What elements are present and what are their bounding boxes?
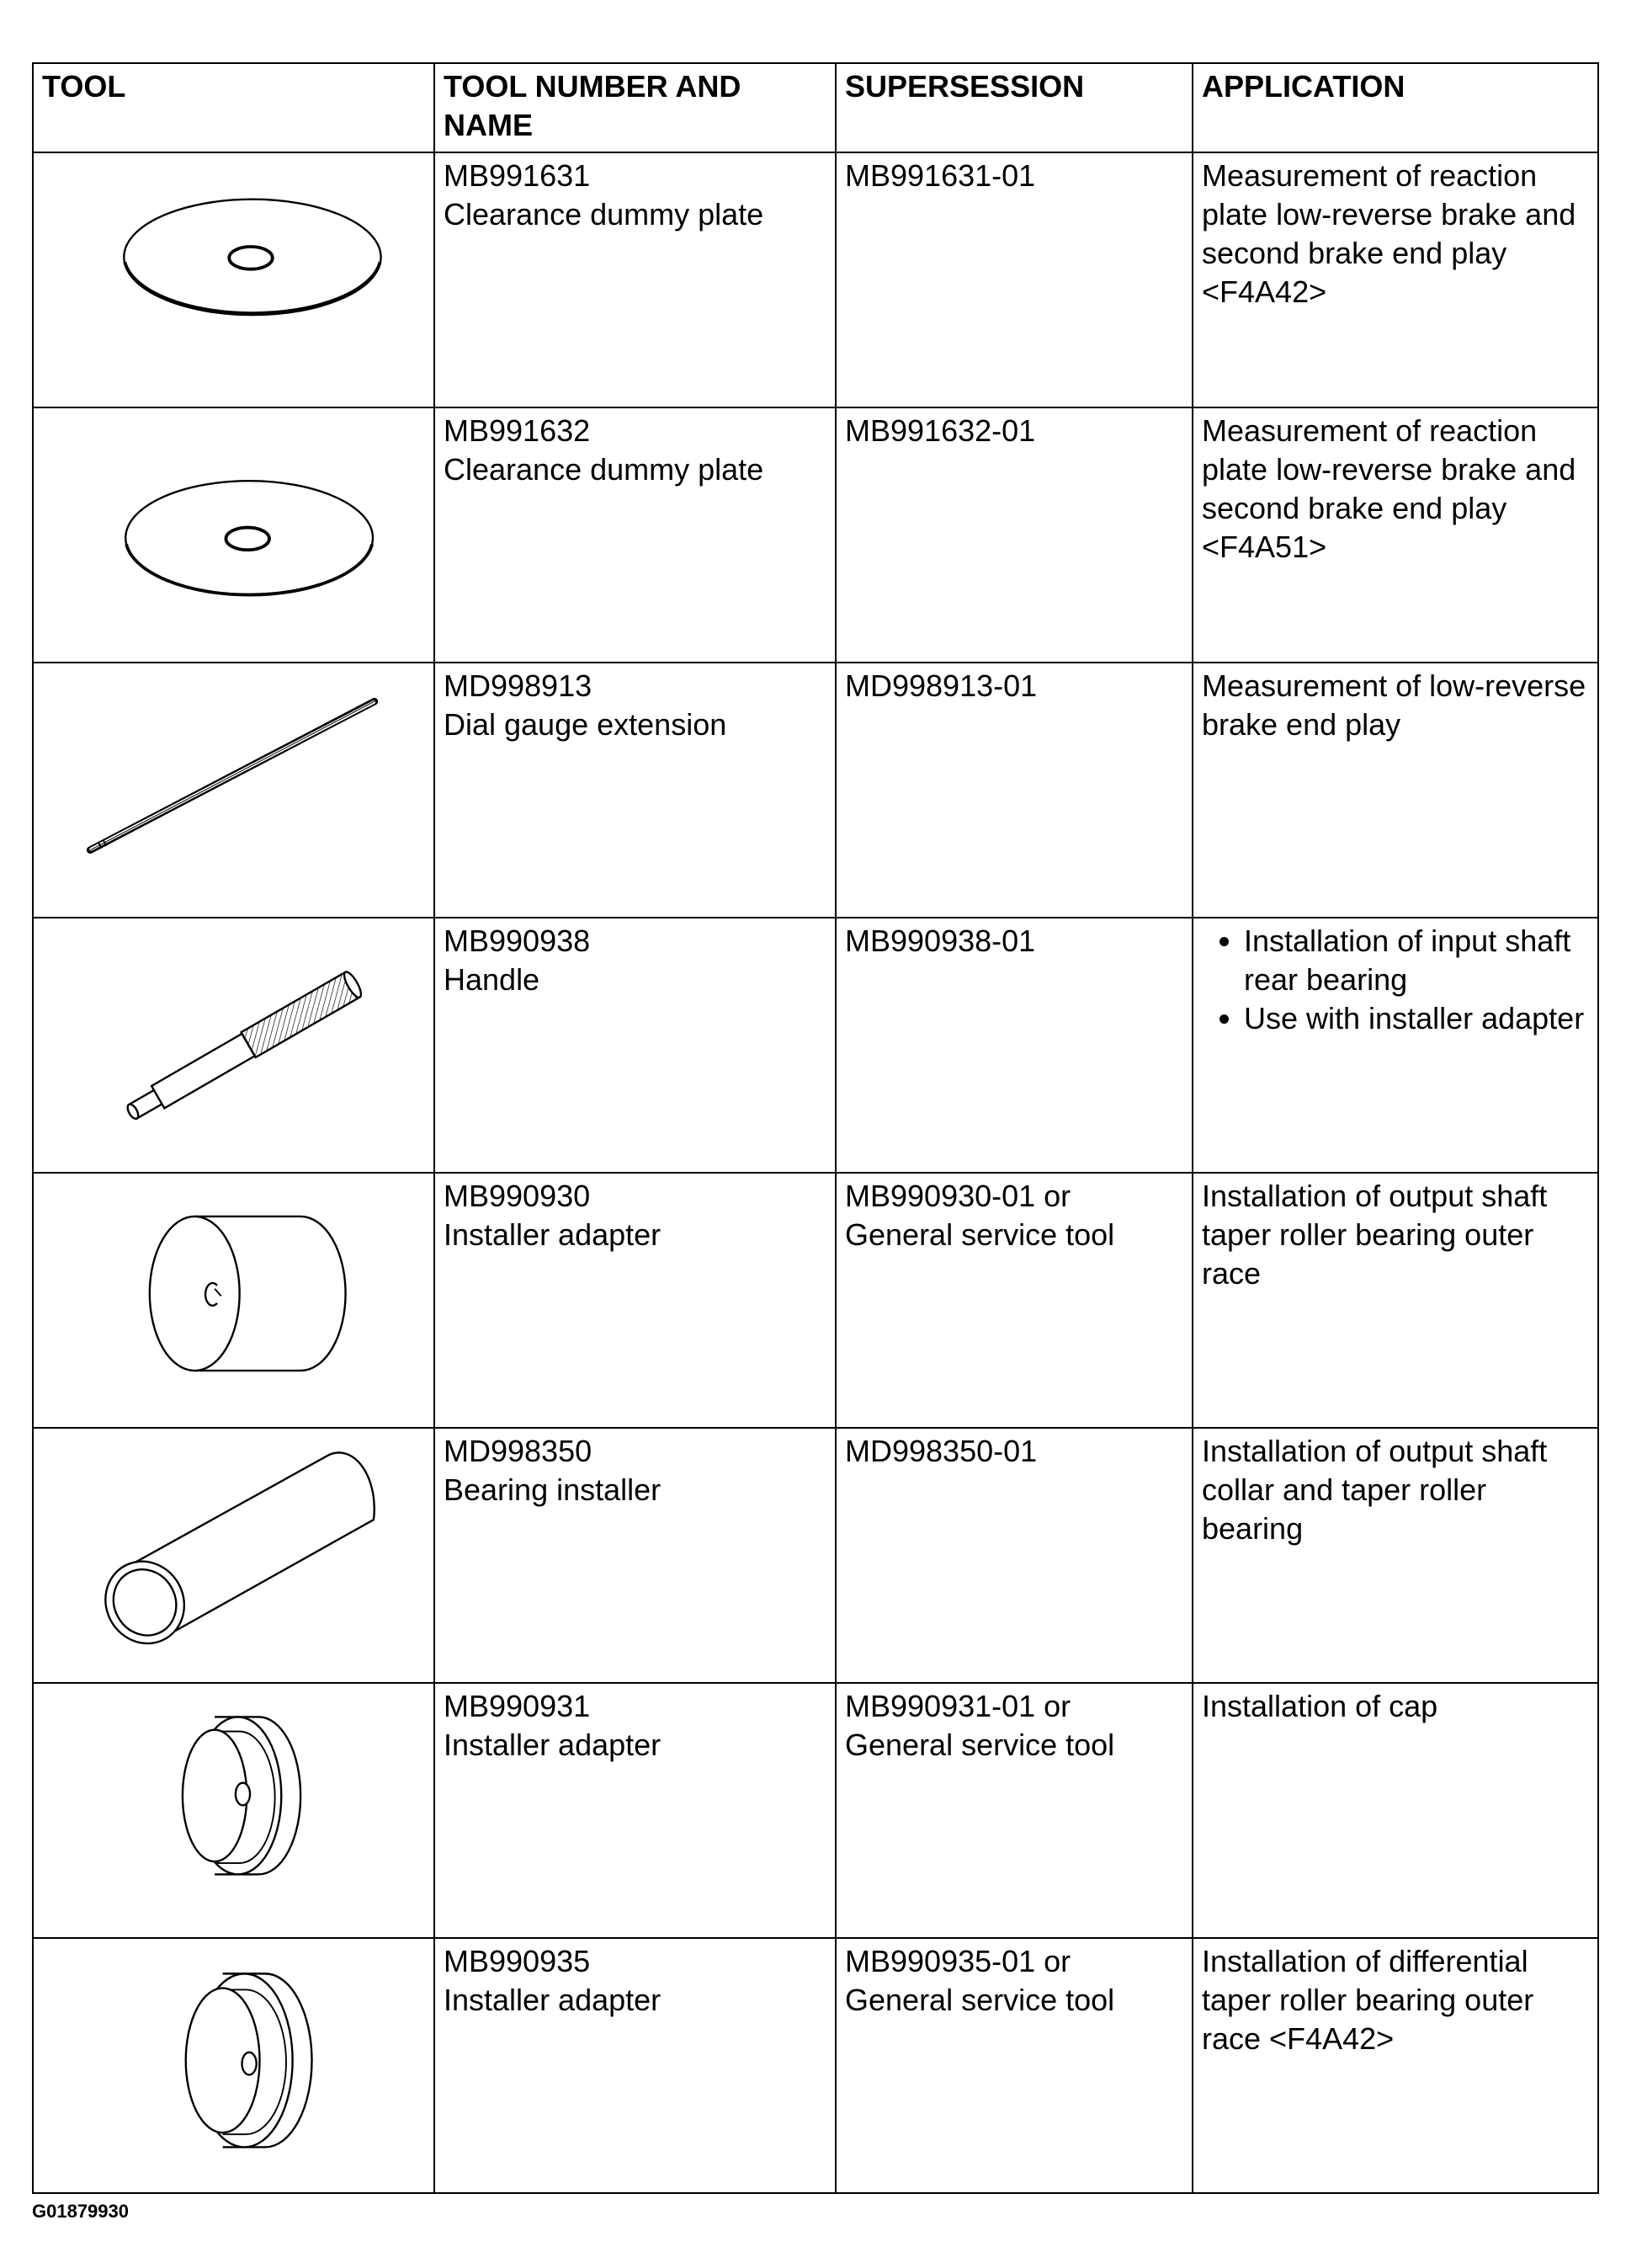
tool-name: Clearance dummy plate — [444, 197, 764, 232]
handle-icon — [42, 922, 425, 1172]
tool-name: Clearance dummy plate — [444, 452, 764, 487]
tool-number: MB990938 — [444, 924, 591, 958]
tool-number-name-cell — [434, 1683, 836, 1938]
tool-number: MD998913 — [444, 668, 592, 703]
special-tools-table — [32, 62, 1599, 2194]
application-cell: Installation of output shaft collar and taper roller bearing — [1193, 1428, 1598, 1683]
application-cell: Measurement of reaction plate low-reverse brake and second brake end play <F4A42> — [1193, 152, 1598, 407]
tool-name: Handle — [444, 962, 540, 997]
supersession-cell — [836, 152, 1193, 407]
tool-name: Installer adapter — [444, 1728, 662, 1762]
header-tool: TOOL — [33, 63, 434, 152]
tool-image-cell — [33, 407, 434, 663]
tool-number: MD998350 — [444, 1434, 592, 1468]
table-row — [33, 1173, 1598, 1428]
tool-number: MB990931 — [444, 1689, 591, 1723]
tool-number-name-cell — [434, 1938, 836, 2193]
stepped-installer-adapter-icon — [42, 1942, 425, 2192]
application-cell: Installation of output shaft taper roller bearing outer race — [1193, 1173, 1598, 1428]
supersession-cell — [836, 407, 1193, 663]
stepped-installer-adapter-icon — [42, 1687, 425, 1937]
figure-code: G01879930 — [32, 2201, 129, 2222]
bearing-installer-tube-icon — [42, 1432, 425, 1682]
supersession-text: MB990938-01 — [845, 924, 1036, 958]
table-row — [33, 1428, 1598, 1683]
application-cell: Installation of cap — [1193, 1683, 1598, 1938]
application-cell: Installation of differential taper roller bearing outer race <F4A42> — [1193, 1938, 1598, 2193]
tool-number-name-cell — [434, 918, 836, 1173]
table-row — [33, 663, 1598, 918]
tool-number-name-cell — [434, 407, 836, 663]
tool-image-cell — [33, 1938, 434, 2193]
supersession-cell — [836, 663, 1193, 918]
tool-image-cell — [33, 663, 434, 918]
supersession-text: MB991632-01 — [845, 413, 1036, 448]
supersession-text: General service tool — [845, 1728, 1115, 1762]
tool-name: Installer adapter — [444, 1217, 662, 1252]
tool-image-cell — [33, 152, 434, 407]
installer-adapter-disc-icon — [42, 1177, 425, 1427]
clearance-dummy-plate-icon — [42, 157, 425, 407]
application-cell: Measurement of reaction plate low-reverse brake and second brake end play <F4A51> — [1193, 407, 1598, 663]
supersession-cell — [836, 1173, 1193, 1428]
tool-name: Installer adapter — [444, 1983, 662, 2017]
supersession-text: MB990930-01 or — [845, 1179, 1071, 1213]
table-header-row — [33, 63, 1598, 152]
supersession-cell — [836, 1938, 1193, 2193]
clearance-dummy-plate-icon — [42, 412, 425, 662]
supersession-text: General service tool — [845, 1983, 1115, 2017]
table-row — [33, 1683, 1598, 1938]
tool-name: Bearing installer — [444, 1472, 662, 1507]
supersession-text: General service tool — [845, 1217, 1115, 1252]
tool-number: MB990935 — [444, 1944, 591, 1978]
tool-number-name-cell — [434, 1428, 836, 1683]
supersession-text: MD998350-01 — [845, 1434, 1038, 1468]
header-supersession: SUPERSESSION — [836, 63, 1193, 152]
list-item: • Use with installer adapter — [1244, 999, 1589, 1038]
tool-number: MB991631 — [444, 158, 591, 193]
table-row — [33, 918, 1598, 1173]
tool-number: MB991632 — [444, 413, 591, 448]
table-row — [33, 1938, 1598, 2193]
tool-image-cell — [33, 1173, 434, 1428]
tool-image-cell — [33, 1683, 434, 1938]
header-application: APPLICATION — [1193, 63, 1598, 152]
list-item: • Installation of input shaft rear bearing — [1244, 922, 1589, 999]
supersession-text: MB990931-01 or — [845, 1689, 1071, 1723]
application-cell: Measurement of low-reverse brake end play — [1193, 663, 1598, 918]
supersession-cell — [836, 1428, 1193, 1683]
tool-name: Dial gauge extension — [444, 707, 727, 742]
application-list — [1202, 922, 1589, 1038]
tool-number: MB990930 — [444, 1179, 591, 1213]
supersession-cell — [836, 918, 1193, 1173]
supersession-text: MB990935-01 or — [845, 1944, 1071, 1978]
table-row — [33, 407, 1598, 663]
dial-gauge-extension-icon — [42, 667, 425, 917]
tool-image-cell — [33, 918, 434, 1173]
supersession-text: MD998913-01 — [845, 668, 1038, 703]
tool-number-name-cell — [434, 663, 836, 918]
supersession-text: MB991631-01 — [845, 158, 1036, 193]
tool-number-name-cell — [434, 152, 836, 407]
tool-number-name-cell — [434, 1173, 836, 1428]
supersession-cell — [836, 1683, 1193, 1938]
header-tool-number-and-name: TOOL NUMBER AND NAME — [434, 63, 836, 152]
table-row — [33, 152, 1598, 407]
application-cell — [1193, 918, 1598, 1173]
tool-image-cell — [33, 1428, 434, 1683]
